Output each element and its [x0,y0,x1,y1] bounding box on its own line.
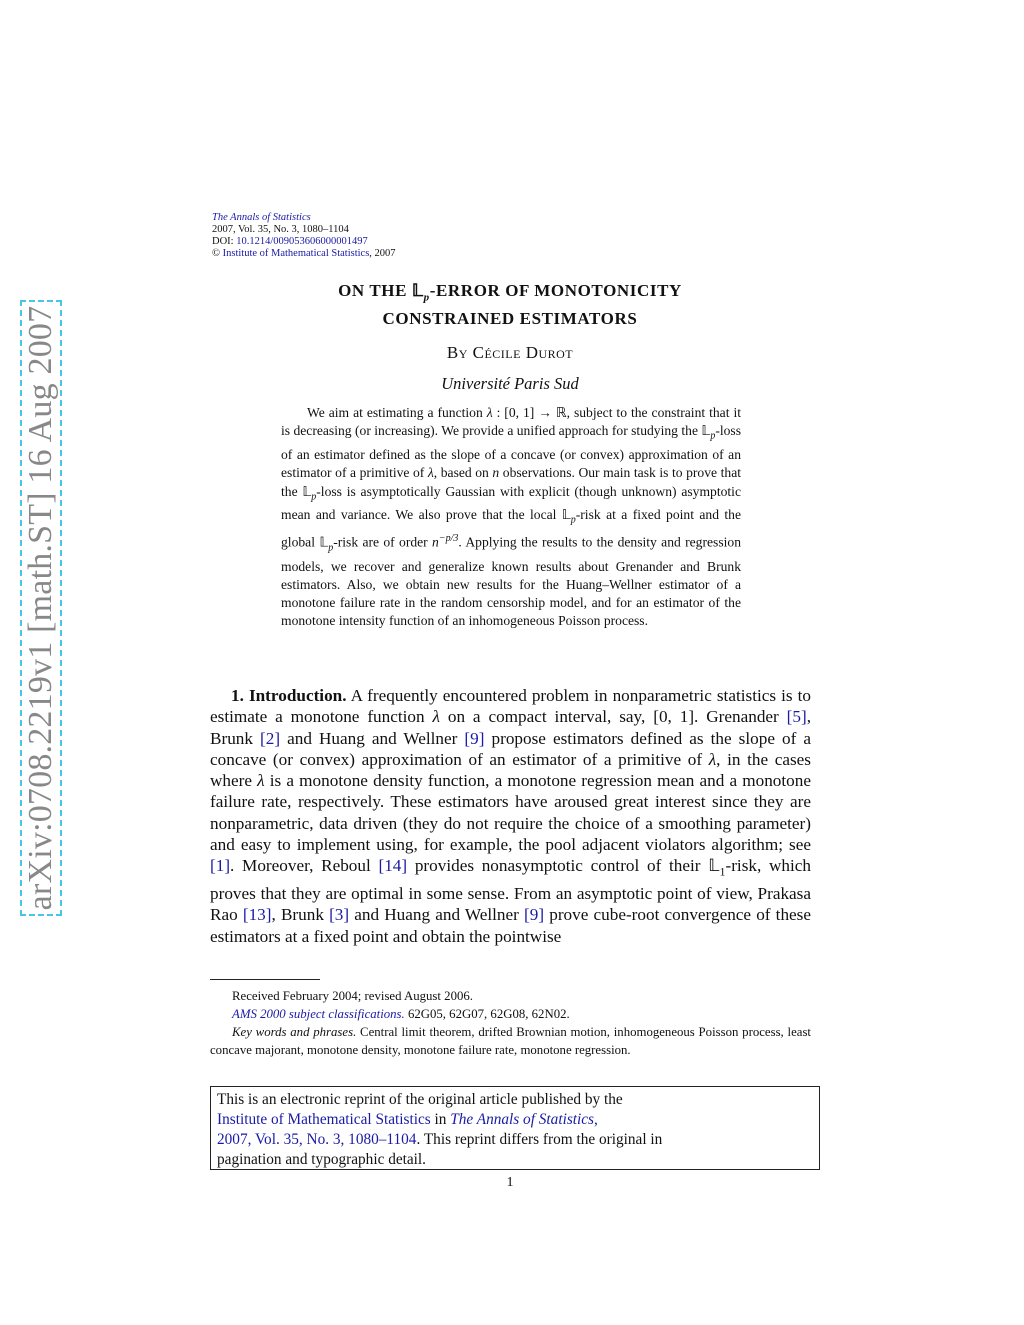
title-line-2: CONSTRAINED ESTIMATORS [382,309,638,329]
math-lambda: λ [427,465,434,481]
introduction [210,685,811,947]
institute-link[interactable]: Institute of Mathematical Statistics [222,248,370,259]
body-text: propose estimators defined as the slope of a concave (or convex) approximation of an estimator of a primitive of [210,728,811,769]
abstract-text: We aim at estimating a function [307,405,487,420]
body-text: provides nonasymptotic control of their [407,856,709,876]
abstract-text: -risk are of order [333,534,433,550]
body-text: on a compact interval, say, [0, 1]. Grenander [439,707,787,727]
math-L: 𝕃 [319,534,329,550]
body-text: . Moreover, Reboul [230,856,379,876]
math-lambda: λ [486,405,493,420]
doi-label: DOI: [212,236,234,247]
citation-2[interactable]: [2] [260,728,281,748]
abstract-text: -risk at a fixed point and the global [281,507,741,550]
affiliation: Université Paris Sud [441,374,579,393]
abstract-text: , based on [433,465,493,481]
math-lambda: λ [708,749,717,769]
journal-link-reprint[interactable]: The Annals of Statistics [450,1111,595,1128]
math-exponent: −p/3 [438,533,459,545]
copyright-symbol: © [212,248,220,259]
abstract [281,404,741,631]
arxiv-stamp [20,300,62,916]
keywords-label: Key words and phrases. [232,1025,357,1039]
math-L: 𝕃 [561,507,571,523]
copyright-year: , 2007 [369,248,396,259]
reprint-line-4: pagination and typographic detail. [217,1151,426,1168]
title-p: p [423,291,430,304]
math-p: p [328,542,334,554]
citation-1[interactable]: [1] [210,856,231,876]
page-number: 1 [506,1175,514,1190]
keywords-text: Central limit theorem, drifted Brownian motion, inhomogeneous Poisson process, least concave majorant, monotone density, monotone failure rate, monotone regression. [210,1025,811,1057]
math-n: n [432,534,439,550]
math-subscript: 1 [719,864,726,879]
body-text: -risk, which proves that they are optimal in some sense. From an asymptotic point of view, Prakasa Rao [210,856,811,925]
body-text: , in the cases where [210,749,811,791]
footnotes [210,987,811,1059]
reprint-text: in [430,1111,451,1128]
ams-codes: 62G05, 62G07, 62G08, 62N02. [404,1007,570,1021]
math-L: 𝕃 [708,856,720,876]
volume-line: 2007, Vol. 35, No. 3, 1080–1104 [212,224,349,235]
math-p: p [311,491,317,503]
citation-5[interactable]: [5] [786,707,807,727]
doi-link[interactable]: 10.1214/009053606000001497 [236,236,368,247]
arxiv-id: arXiv:0708.2219v1 [math.ST] 16 Aug 2007 [22,305,59,911]
body-text: , Brunk [210,707,812,748]
math-p: p [570,515,576,527]
journal-link[interactable]: The Annals of Statistics [212,212,311,223]
abstract-text: observations. Our main task is to prove that the [281,465,742,499]
citation-3[interactable]: [3] [329,905,350,925]
math-lambda: λ [432,707,440,727]
math-L: 𝕃 [701,423,711,439]
journal-header [212,212,396,260]
body-text: and Huang and Wellner [349,905,525,925]
ims-link[interactable]: Institute of Mathematical Statistics [217,1111,431,1128]
ams-classification-link[interactable]: AMS 2000 subject classifications. [232,1007,405,1021]
paper-title [200,280,820,329]
body-text: A frequently encountered problem in nonparametric statistics is to estimate a monotone function [210,686,811,727]
body-text: , Brunk [271,905,330,925]
citation-9[interactable]: [9] [524,905,545,925]
abstract-text: : [0, 1] → ℝ, subject to the constraint that it is decreasing (or increasing). We provide a unified approach for studying the [281,405,741,439]
abstract-text: -loss of an estimator defined as the slope of a concave (or convex) approximation of an estimator of a primitive of [281,423,741,481]
body-text: and Huang and Wellner [280,728,465,748]
received-note: Received February 2004; revised August 2006. [232,989,473,1003]
reprint-line-1: This is an electronic reprint of the original article published by the [217,1091,623,1108]
math-lambda: λ [257,771,265,791]
abstract-text: -loss is asymptotically Gaussian with explicit (though unknown) asymptotic mean and variance. We also prove that the local [281,483,741,523]
citation-14[interactable]: [14] [378,856,408,876]
citation-13[interactable]: [13] [242,905,272,925]
title-L: 𝕃 [411,281,424,300]
volume-link[interactable]: 2007, Vol. 35, No. 3, 1080–1104 [217,1131,417,1148]
title-text: ON THE [338,281,412,300]
citation-9[interactable]: [9] [464,728,485,748]
body-text: prove cube-root convergence of these estimators at a fixed point and obtain the pointwise [210,905,811,946]
body-text: is a monotone density function, a monotone regression mean and a monotone failure rate, respectively. These estimators have aroused great interest since they are nonparametric, data driven (they do not require the choice of a smoothing parameter) and easy to implement using, for example, the pool adjacent violators algorithm; see [210,771,811,855]
author: By Cécile Durot [446,343,574,362]
reprint-text: . This reprint differs from the original in [416,1131,663,1148]
title-text: -ERROR OF MONOTONICITY [429,281,682,300]
footnote-divider [210,979,320,980]
section-heading: 1. Introduction. [231,686,347,705]
abstract-text: . Applying the results to the density and regression models, we recover and generalize known results about Grenander and Brunk estimators. Also, we obtain new results for the Huang–Wellner estimator of a monotone failure rate in the random censorship model, and for an estimator of the monotone intensity function of an inhomogeneous Poisson process. [281,534,741,629]
math-p: p [710,430,716,442]
math-n: n [492,465,500,481]
reprint-text: , [594,1111,598,1128]
reprint-notice [210,1086,820,1170]
math-L: 𝕃 [302,483,312,499]
